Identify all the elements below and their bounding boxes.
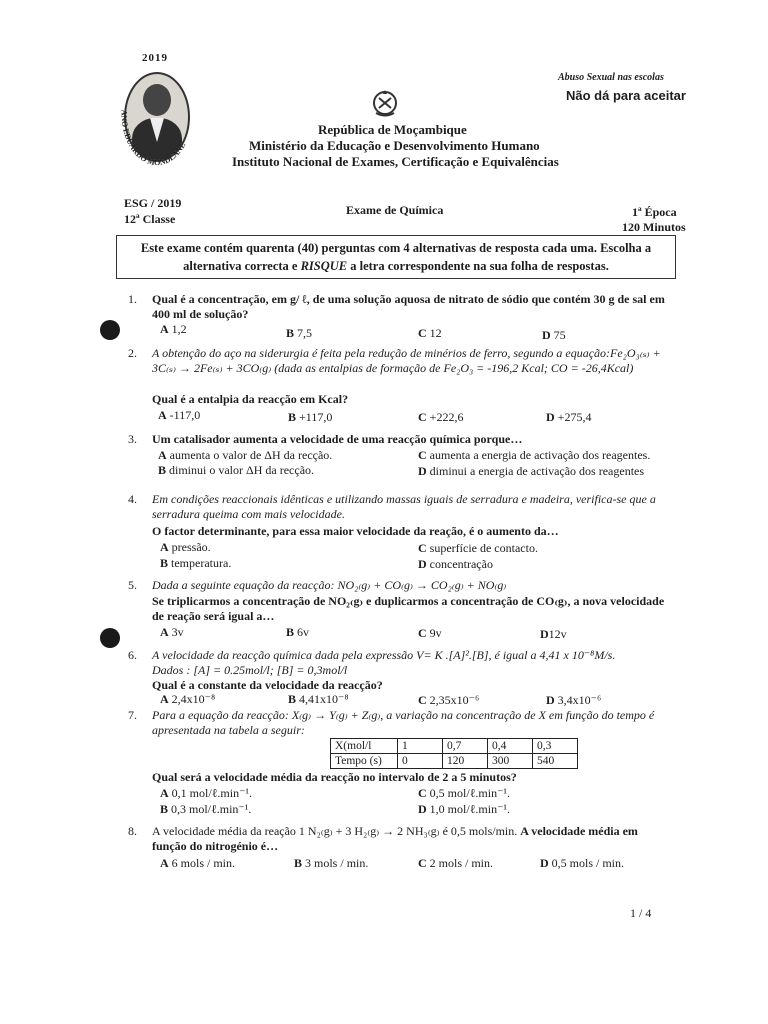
question-data: Dados : [A] = 0.25mol/l; [B] = 0,3mol/l (152, 663, 348, 677)
table-cell: 0,4 (488, 739, 533, 754)
question-number: 7. (128, 708, 137, 722)
option-c[interactable]: C superfície de contacto. (418, 541, 538, 555)
option-b[interactable]: B +117,0 (288, 410, 333, 424)
question-prompt: Qual é a constante da velocidade da reacção? (152, 678, 383, 692)
header-ministry: Ministério da Educação e Desenvolvimento Humano (249, 138, 540, 153)
instructions-text-2: a letra correspondente na sua folha de respostas. (347, 259, 609, 273)
table-cell: Tempo (s) (331, 754, 398, 769)
header-institute: Instituto Nacional de Exames, Certificação e Equivalências (232, 154, 559, 169)
table-cell: 1 (398, 739, 443, 754)
table-cell: 120 (443, 754, 488, 769)
option-c[interactable]: C 2,35x10⁻⁶ (418, 693, 480, 707)
table-cell: X(mol/l (331, 739, 398, 754)
national-emblem-icon (371, 88, 399, 118)
table-cell: 540 (533, 754, 578, 769)
option-a[interactable]: A 6 mols / min. (160, 856, 236, 870)
option-b[interactable]: B 4,41x10⁻⁸ (288, 692, 349, 706)
option-d[interactable]: D 0,5 mols / min. (540, 856, 625, 870)
option-b[interactable]: B 3 mols / min. (294, 856, 369, 870)
svg-text:ANO EDUARDO MONDLANE: ANO EDUARDO MONDLANE (119, 109, 188, 168)
question-prompt: O factor determinante, para essa maior velocidade da reação, é o aumento da… (152, 524, 559, 538)
option-b[interactable]: B 7,5 (286, 326, 313, 340)
exam-code: ESG / 2019 (124, 196, 182, 210)
option-d[interactable]: D12v (540, 627, 567, 641)
exam-epoch: 1ª Época (632, 205, 677, 219)
option-d[interactable]: D 75 (542, 328, 566, 342)
table-cell: 0,3 (533, 739, 578, 754)
option-d[interactable]: D 1,0 mol/ℓ.min⁻¹. (418, 802, 511, 816)
option-d[interactable]: D 3,4x10⁻⁶ (546, 693, 602, 707)
table-row (331, 739, 578, 754)
question-text: Qual é a concentração, em g/ ℓ, de uma solução aquosa de nitrato de sódio que contém 30 g de sal em 400 ml de solução? (152, 292, 665, 321)
slogan-line-2: Não dá para aceitar (566, 88, 686, 103)
binder-hole-bottom (100, 628, 120, 648)
question-number: 3. (128, 432, 137, 446)
page-number: 1 / 4 (630, 906, 652, 920)
exam-duration: 120 Minutos (622, 220, 686, 234)
question-text: Em condições reaccionais idênticas e utilizando massas iguais de serradura e madeira, verifica-se que a serradura queima com mais velocidade. (152, 492, 656, 521)
instructions-box (116, 235, 676, 279)
option-c[interactable]: C 2 mols / min. (418, 856, 494, 870)
seal-year: 2019 (142, 52, 168, 64)
option-a[interactable]: A 3v (160, 625, 184, 639)
instructions-emphasis: RISQUE (300, 259, 348, 273)
option-b[interactable]: B 6v (286, 625, 310, 639)
option-a[interactable]: A -117,0 (158, 408, 201, 422)
option-c[interactable]: C +222,6 (418, 410, 464, 424)
question-number: 5. (128, 578, 137, 592)
question-text: A obtenção do aço na siderurgia é feita pela redução de minérios de ferro, segundo a equação:Fe₂O₃₍ₛ₎ + 3C₍ₛ₎ → 2Fe₍ₛ₎ + 3CO₍g₎ (dada as entalpias de formação de Fe₂O₃ = -196,2 Kcal; CO = -26,4Kcal) (152, 346, 661, 375)
option-b[interactable]: B diminui o valor ΔH da recção. (158, 463, 315, 477)
table-cell: 300 (488, 754, 533, 769)
table-cell: 0,7 (443, 739, 488, 754)
header-republic: República de Moçambique (318, 122, 467, 137)
question-number: 1. (128, 292, 137, 306)
question-text: Para a equação da reacção: X₍g₎ → Y₍g₎ + Z₍g₎, a variação na concentração de X em função do tempo é apresentada na tabela a seguir: (152, 708, 655, 737)
instructions-text-1: Este exame contém quarenta (40) perguntas com 4 alternativas de resposta cada uma. Escolha a alternativa correcta e (140, 241, 652, 273)
table-row (331, 754, 578, 769)
question-number: 6. (128, 648, 137, 662)
option-b[interactable]: B 0,3 mol/ℓ.min⁻¹. (160, 802, 252, 816)
option-c[interactable]: C 12 (418, 326, 442, 340)
option-d[interactable]: D concentração (418, 557, 493, 571)
option-d[interactable]: D diminui a energia de activação dos reagentes (418, 464, 645, 478)
question-number: 8. (128, 824, 137, 838)
option-a[interactable]: A 0,1 mol/ℓ.min⁻¹. (160, 786, 253, 800)
option-a[interactable]: A pressão. (160, 540, 211, 554)
question-number: 4. (128, 492, 137, 506)
question-text: A velocidade da reacção química dada pela expressão V= K .[A]².[B], é igual a 4,41 x 10⁻⁸M/s. (152, 648, 616, 662)
option-b[interactable]: B temperatura. (160, 556, 232, 570)
exam-grade: 12ª Classe (124, 212, 176, 226)
concentration-time-table (330, 738, 578, 769)
option-c[interactable]: C aumenta a energia de activação dos reagentes. (418, 448, 651, 462)
question-prompt: Qual é a entalpia da reacção em Kcal? (152, 392, 349, 406)
question-number: 2. (128, 346, 137, 360)
option-a[interactable]: A 2,4x10⁻⁸ (160, 692, 216, 706)
question-text: A velocidade média da reação 1 N₂₍g₎ + 3 H₂₍g₎ → 2 NH₃₍g₎ é 0,5 mols/min. A velocidade média em função do nitrogénio é… (152, 824, 638, 853)
option-c[interactable]: C 0,5 mol/ℓ.min⁻¹. (418, 786, 511, 800)
option-c[interactable]: C 9v (418, 626, 442, 640)
question-text: Dada a seguinte equação da reacção: NO₂₍g₎ + CO₍g₎ → CO₂₍g₎ + NO₍g₎ (152, 578, 507, 592)
table-cell: 0 (398, 754, 443, 769)
question-prompt: Qual será a velocidade média da reacção no intervalo de 2 a 5 minutos? (152, 770, 517, 784)
seal-ring-text (112, 52, 202, 168)
slogan-line-1: Abuso Sexual nas escolas (558, 72, 664, 83)
question-prompt: Se triplicarmos a concentração de NO₂₍g₎ e duplicarmos a concentração de CO₍g₎, a nova velocidade de reação será igual a… (152, 594, 665, 623)
binder-hole-top (100, 320, 120, 340)
option-a[interactable]: A 1,2 (160, 322, 187, 336)
commemorative-seal (112, 52, 202, 168)
exam-title: Exame de Química (346, 203, 444, 217)
option-a[interactable]: A aumenta o valor de ΔH da recção. (158, 448, 333, 462)
question-text: Um catalisador aumenta a velocidade de uma reacção química porque… (152, 432, 523, 446)
option-d[interactable]: D +275,4 (546, 410, 592, 424)
